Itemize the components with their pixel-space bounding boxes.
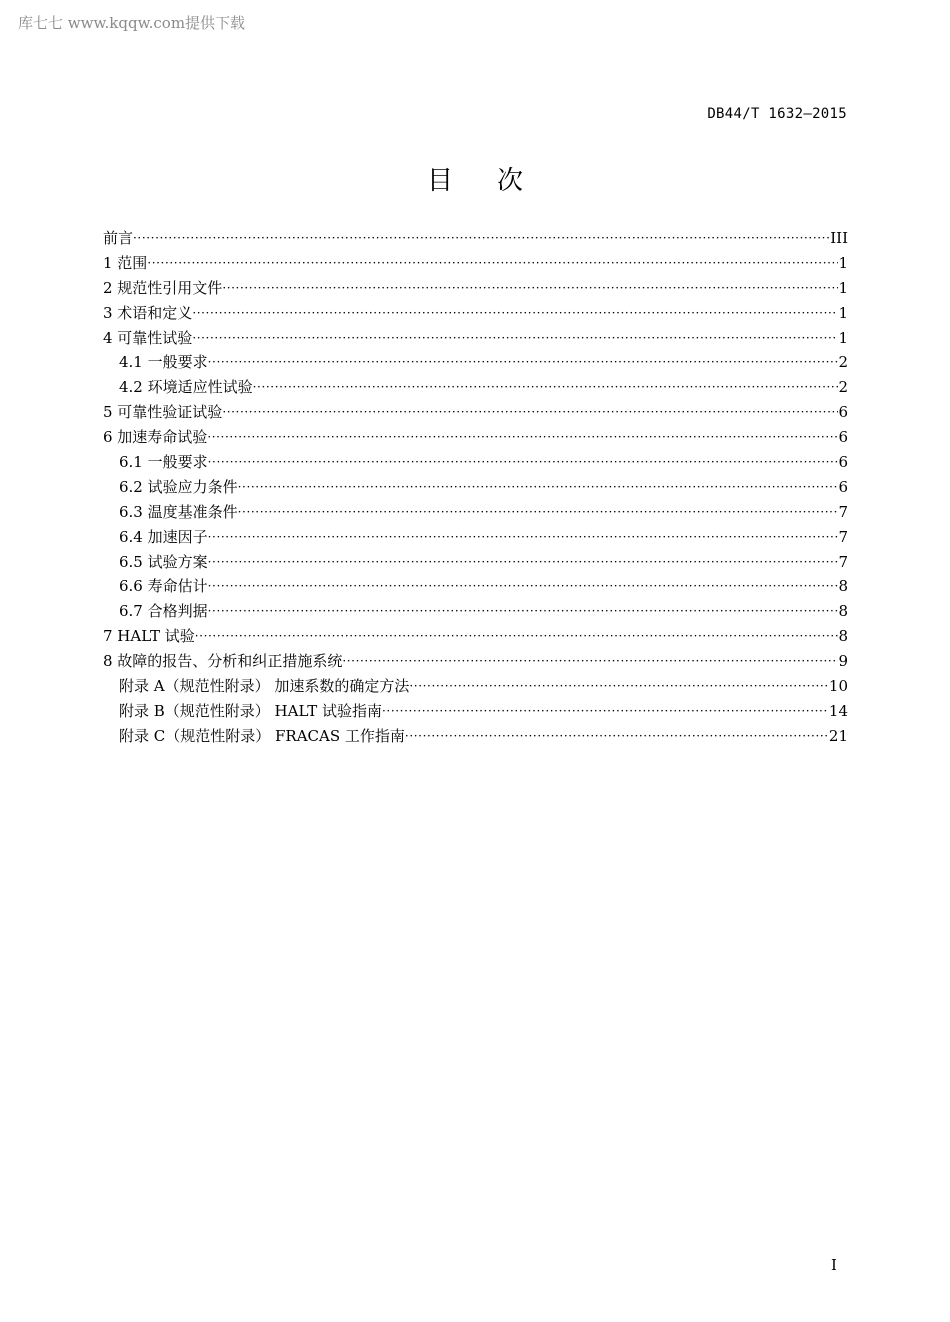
toc-entry-page: 10 <box>828 677 848 696</box>
toc-entry-label: 附录 A（规范性附录） 加速系数的确定方法 <box>119 677 410 696</box>
toc-entry-label: 6.4 加速因子 <box>119 527 208 546</box>
toc-entry-page: 21 <box>828 726 848 745</box>
toc-entry-label: 前言 <box>103 228 134 247</box>
toc-leader-dots <box>208 574 839 599</box>
toc-leader-dots <box>133 226 830 251</box>
toc-entry-label: 6.2 试验应力条件 <box>119 477 238 496</box>
toc-entry-page: III <box>830 228 848 247</box>
toc-entry[interactable] <box>103 674 848 699</box>
toc-entry-label: 3 术语和定义 <box>103 303 193 322</box>
toc-entry-page: 8 <box>838 627 848 646</box>
toc-leader-dots <box>195 624 839 649</box>
page-number: I <box>831 1256 837 1274</box>
toc-entry[interactable] <box>103 350 848 375</box>
toc-entry-page: 6 <box>838 403 848 422</box>
toc-leader-dots <box>342 649 838 674</box>
toc-entry[interactable] <box>103 724 848 749</box>
toc-leader-dots <box>208 525 839 550</box>
toc-entry[interactable] <box>103 550 848 575</box>
toc-entry-label: 8 故障的报告、分析和纠正措施系统 <box>103 652 343 671</box>
toc-entry-label: 5 可靠性验证试验 <box>103 403 223 422</box>
toc-entry-page: 6 <box>838 477 848 496</box>
toc-leader-dots <box>405 724 829 749</box>
toc-entry-page: 1 <box>838 253 848 272</box>
toc-leader-dots <box>222 400 838 425</box>
toc-entry-page: 1 <box>838 278 848 297</box>
toc-entry[interactable] <box>103 525 848 550</box>
toc-leader-dots <box>208 599 839 624</box>
toc-entry-label: 4 可靠性试验 <box>103 328 193 347</box>
toc-entry[interactable] <box>103 649 848 674</box>
watermark: 库七七 www.kqqw.com提供下载 <box>18 14 246 32</box>
toc-entry-page: 9 <box>838 652 848 671</box>
table-of-contents <box>103 226 848 749</box>
toc-leader-dots <box>147 251 838 276</box>
toc-leader-dots <box>207 425 838 450</box>
toc-entry-page: 6 <box>838 428 848 447</box>
toc-entry[interactable] <box>103 375 848 400</box>
toc-leader-dots <box>409 674 829 699</box>
toc-leader-dots <box>222 276 838 301</box>
toc-entry[interactable] <box>103 326 848 351</box>
toc-entry[interactable] <box>103 251 848 276</box>
toc-leader-dots <box>238 475 839 500</box>
toc-entry[interactable] <box>103 475 848 500</box>
toc-leader-dots <box>192 326 838 351</box>
toc-entry-label: 6 加速寿命试验 <box>103 428 208 447</box>
toc-leader-dots <box>382 699 829 724</box>
toc-entry-page: 1 <box>838 303 848 322</box>
toc-entry[interactable] <box>103 425 848 450</box>
toc-entry-label: 6.1 一般要求 <box>119 453 208 471</box>
toc-entry[interactable] <box>103 276 848 301</box>
toc-leader-dots <box>253 375 839 400</box>
toc-entry-page: 8 <box>838 577 848 596</box>
toc-entry[interactable] <box>103 226 848 251</box>
toc-entry-page: 1 <box>838 328 848 347</box>
toc-entry-label: 6.6 寿命估计 <box>119 577 208 596</box>
toc-entry-page: 6 <box>838 453 848 471</box>
toc-entry-label: 4.2 环境适应性试验 <box>119 378 253 397</box>
toc-entry[interactable] <box>103 574 848 599</box>
toc-entry-label: 7 HALT 试验 <box>103 627 195 646</box>
toc-entry-page: 7 <box>838 502 848 521</box>
toc-entry[interactable] <box>103 599 848 624</box>
toc-entry-page: 2 <box>838 353 848 372</box>
page-title: 目次 <box>426 166 567 196</box>
toc-entry-label: 6.3 温度基准条件 <box>119 502 238 521</box>
toc-entry-label: 1 范围 <box>103 253 148 272</box>
toc-entry-label: 6.5 试验方案 <box>119 552 208 571</box>
toc-entry[interactable] <box>103 500 848 525</box>
toc-leader-dots <box>208 350 839 375</box>
toc-entry[interactable] <box>103 450 848 475</box>
toc-entry-label: 2 规范性引用文件 <box>103 278 223 297</box>
toc-entry[interactable] <box>103 624 848 649</box>
toc-entry-label: 6.7 合格判据 <box>119 602 208 621</box>
toc-leader-dots <box>238 500 839 525</box>
toc-entry-page: 8 <box>838 602 848 621</box>
toc-entry-page: 14 <box>828 701 848 720</box>
toc-entry-label: 4.1 一般要求 <box>119 353 208 372</box>
toc-leader-dots <box>192 301 838 326</box>
toc-entry-page: 7 <box>838 527 848 546</box>
toc-entry[interactable] <box>103 301 848 326</box>
toc-entry-page: 2 <box>838 378 848 397</box>
toc-leader-dots <box>208 450 839 475</box>
toc-entry-label: 附录 B（规范性附录） HALT 试验指南 <box>119 701 382 720</box>
toc-entry-page: 7 <box>838 552 848 571</box>
document-code: DB44/T 1632—2015 <box>707 106 847 122</box>
toc-entry[interactable] <box>103 699 848 724</box>
toc-leader-dots <box>208 550 839 575</box>
toc-entry-label: 附录 C（规范性附录） FRACAS 工作指南 <box>119 726 405 745</box>
toc-entry[interactable] <box>103 400 848 425</box>
